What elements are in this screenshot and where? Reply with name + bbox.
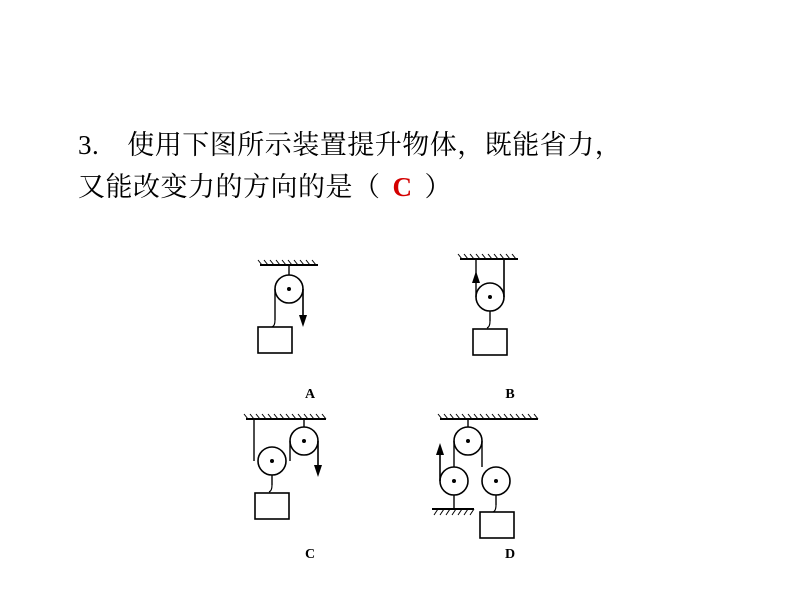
figure-grid	[210, 245, 610, 565]
question-text	[78, 125, 738, 209]
figure-b-diagram	[410, 245, 610, 405]
figure-c-diagram	[210, 405, 410, 565]
figure-a-diagram	[210, 245, 410, 405]
figure-a	[210, 245, 410, 405]
question-line-2-before: 又能改变力的方向的是（	[78, 171, 381, 202]
figure-d-label: D	[504, 547, 516, 562]
figure-b	[410, 245, 610, 405]
question-number: 3.	[78, 130, 100, 160]
figure-a-label: A	[304, 387, 316, 402]
figure-d-diagram	[410, 405, 610, 565]
figure-c	[210, 405, 410, 565]
question-line-1: 使用下图所示装置提升物体，既能省力，	[127, 130, 623, 160]
answer-choice: C	[392, 171, 413, 202]
figure-b-label: B	[505, 387, 515, 402]
figure-d	[410, 405, 610, 565]
figure-c-label: C	[304, 547, 316, 562]
question-line-2-after: ）	[424, 171, 452, 202]
